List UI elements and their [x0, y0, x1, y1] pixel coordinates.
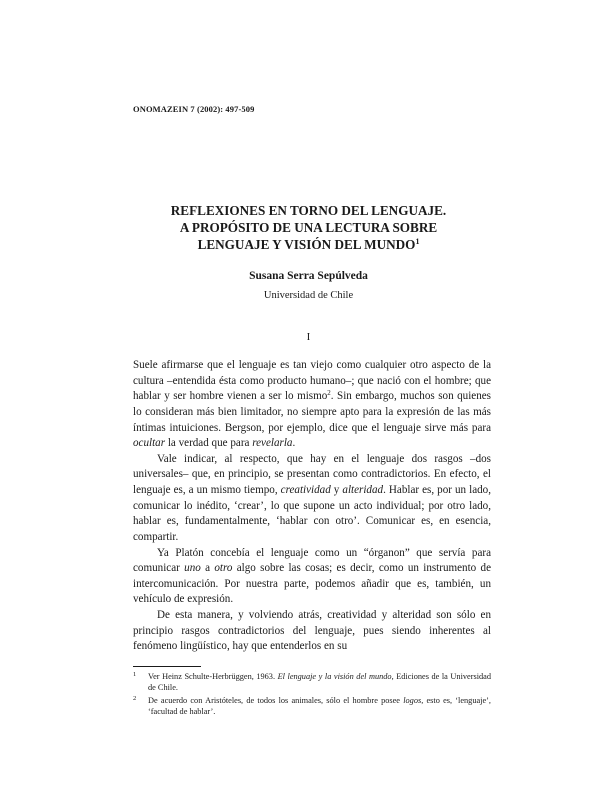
- footnote-separator: [133, 666, 201, 667]
- footnote-1-number: 1: [133, 671, 137, 678]
- p2-italic-alteridad: alteridad: [342, 484, 384, 496]
- title-line-3-text: LENGUAJE Y VISIÓN DEL MUNDO: [197, 237, 416, 252]
- footnote-2-italic: logos: [403, 695, 422, 705]
- title-line-3: [120, 236, 497, 253]
- p2-italic-creatividad: creatividad: [280, 484, 331, 496]
- p1-text-d: .: [292, 437, 296, 450]
- journal-citation: ONOMAZEIN 7 (2002): 497-509: [133, 104, 255, 114]
- footnote-1-italic: El lenguaje y la visión del mundo: [277, 672, 392, 681]
- article-title: [120, 202, 497, 253]
- author-affiliation: Universidad de Chile: [263, 290, 354, 301]
- paragraph-2: [133, 452, 491, 546]
- p3-text-b: a: [200, 562, 215, 575]
- footnote-1-text-a: Ver Heinz Schulte-Herbrüggen, 1963.: [148, 672, 278, 681]
- article-body: [133, 358, 491, 655]
- title-footnote-marker[interactable]: 1: [415, 237, 420, 246]
- p1-text-c: la verdad que para: [165, 437, 253, 450]
- footnote-1-text-b: , Ediciones de la Universidad de Chile.: [148, 672, 491, 693]
- p4-text-a: De esta manera, y volviendo atrás, creatividad y alteridad son sólo en principio rasgos contradictorios del lenguaje, pues siendo inherentes al fenómeno lingüístico, hay que entenderlos en su: [133, 609, 491, 653]
- footnote-2-text-a: De acuerdo con Aristóteles, de todos los animales, sólo el hombre posee: [148, 695, 404, 705]
- p1-text-a: Suele afirmarse que el lenguaje es tan viejo como cualquier otro aspecto de la cultura –entendida ésta como producto humano–; que nació con el hombre; que hablar y ser hombre vienen a ser lo mismo: [133, 359, 491, 403]
- p2-text-c: . Hablar es, por un lado, comunicar lo inédito, ‘crear’, lo que supone un acto individual; por otro lado, hablar es, fundamentalmente, ‘hablar con otro’. Comunicar es, en esencia, compartir.: [133, 484, 491, 543]
- paragraph-1: [133, 358, 491, 452]
- p3-text-a: Ya Platón concebía el lenguaje como un “órganon” que servía para comunicar: [133, 546, 491, 575]
- p3-text-c: algo sobre las cosas; es decir, como un instrumento de intercomunicación. Por nuestra parte, podemos añadir que es, también, un vehículo de expresión.: [133, 562, 492, 606]
- paragraph-3: [133, 546, 491, 609]
- footnote-1: [133, 671, 491, 694]
- author-name: Susana Serra Sepúlveda: [249, 270, 368, 282]
- p2-text-a: Vale indicar, al respecto, que hay en el lenguaje dos rasgos –dos universales– que, en principio, se presentan como contradictorios. En efecto, el lenguaje es, a un mismo tiempo,: [133, 452, 491, 496]
- footnote-ref-2[interactable]: 2: [327, 389, 331, 398]
- p3-italic-uno: uno: [184, 562, 201, 575]
- footnote-2: [133, 695, 491, 718]
- footnote-2-text-b: , esto es, ‘lenguaje’, ‘facultad de hablar’.: [148, 695, 491, 717]
- p2-text-b: y: [330, 484, 343, 496]
- title-line-2: A PROPÓSITO DE UNA LECTURA SOBRE: [179, 220, 438, 235]
- p1-text-b: . Sin embargo, muchos son quienes lo consideran más bien limitador, no siempre apto para la expresión de las más íntimas intuiciones. Bergson, por ejemplo, dice que el lenguaje sirve más para: [133, 390, 491, 434]
- footnotes: [133, 671, 491, 719]
- footnote-2-number: 2: [133, 694, 137, 702]
- p1-italic-ocultar: ocultar: [133, 437, 166, 450]
- title-line-1: REFLEXIONES EN TORNO DEL LENGUAJE.: [170, 203, 447, 218]
- paragraph-4: [133, 608, 491, 655]
- p1-italic-revelarla: revelarla: [252, 437, 293, 450]
- p3-italic-otro: otro: [214, 562, 233, 575]
- section-numeral: I: [306, 331, 311, 343]
